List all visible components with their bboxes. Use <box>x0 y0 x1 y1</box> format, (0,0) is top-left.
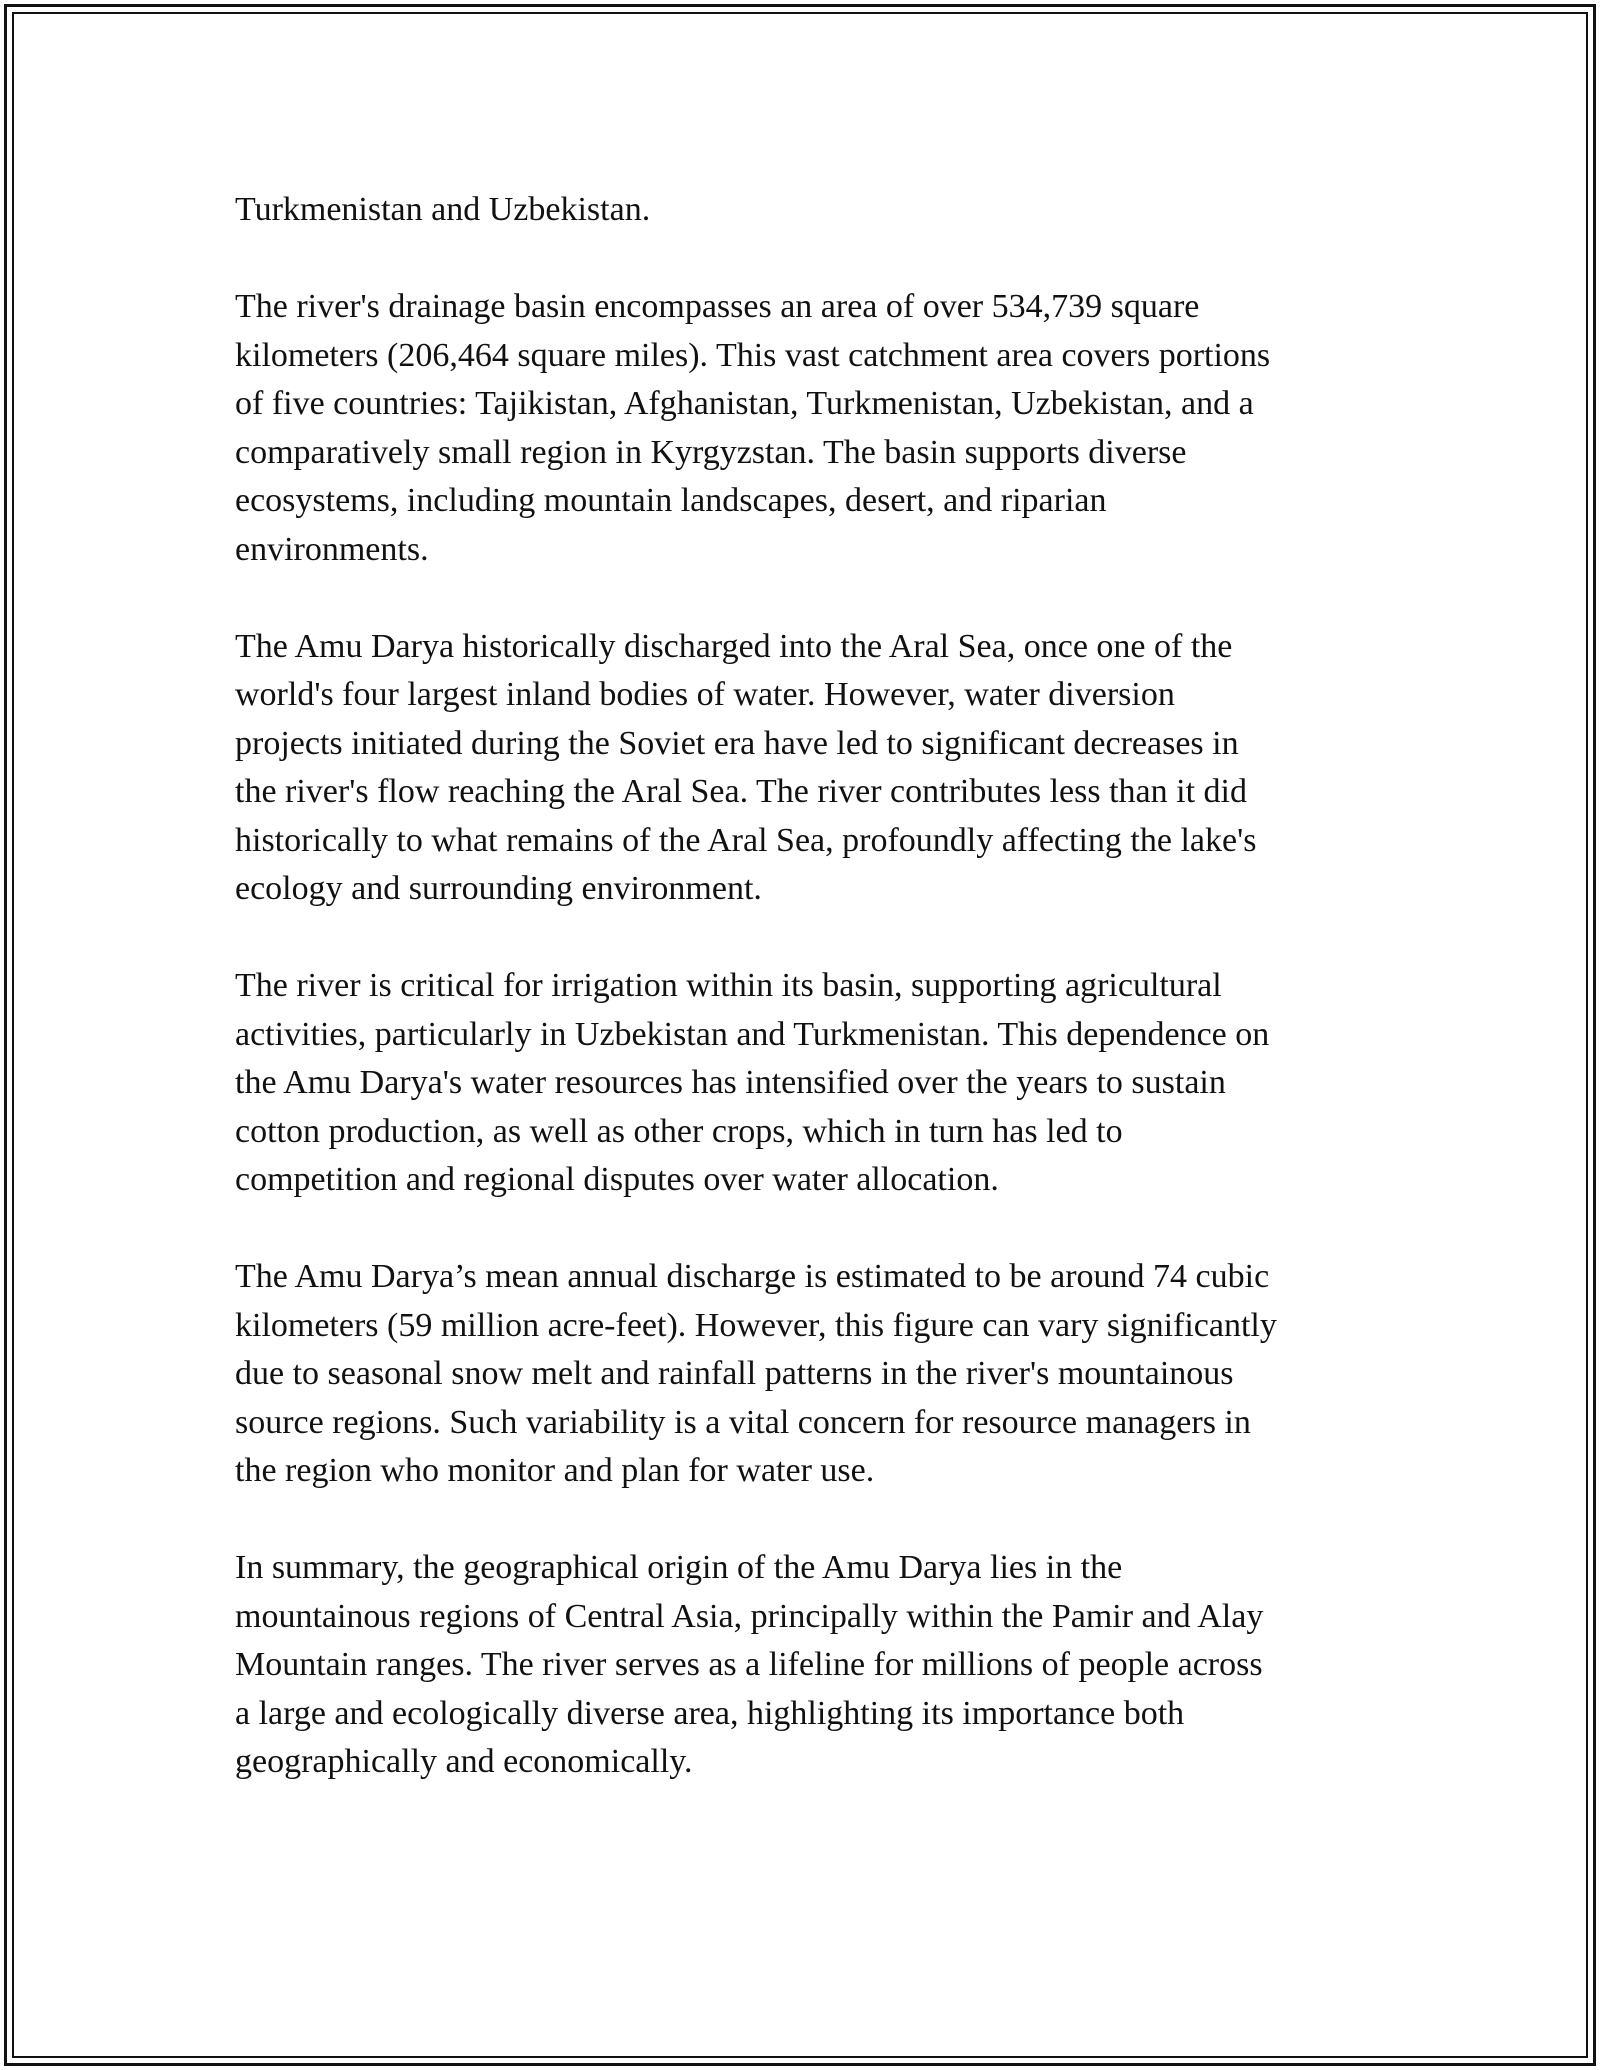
text-line: ecology and surrounding environment. <box>235 870 762 907</box>
text-line: world's four largest inland bodies of water. However, water diversion <box>235 676 1175 713</box>
text-line: cotton production, as well as other crops, which in turn has led to <box>235 1112 1123 1150</box>
text-line: mountainous regions of Central Asia, principally within the Pamir and Alay <box>235 1597 1264 1635</box>
text-line: The river's drainage basin encompasses an area of over 534,739 square <box>235 288 1200 325</box>
text-line: activities, particularly in Uzbekistan and Turkmenistan. This dependence on <box>235 1015 1270 1053</box>
text-line: kilometers (59 million acre-feet). However, this figure can vary significantly <box>235 1306 1277 1344</box>
paragraph-3 <box>235 623 1365 914</box>
text-line: of five countries: Tajikistan, Afghanistan, Turkmenistan, Uzbekistan, and a <box>235 385 1254 422</box>
text-line: the region who monitor and plan for water use. <box>235 1452 875 1489</box>
text-line: a large and ecologically diverse area, highlighting its importance both <box>235 1694 1185 1732</box>
text-line: The river is critical for irrigation within its basin, supporting agricultural <box>235 967 1222 1004</box>
text-line: The Amu Darya’s mean annual discharge is estimated to be around 74 cubic <box>235 1258 1270 1295</box>
text-line: the river's flow reaching the Aral Sea. The river contributes less than it did <box>235 773 1247 810</box>
text-line: historically to what remains of the Aral Sea, profoundly affecting the lake's <box>235 821 1257 859</box>
document-body <box>235 186 1365 1835</box>
paragraph-6 <box>235 1544 1365 1787</box>
text-line: due to seasonal snow melt and rainfall patterns in the river's mountainous <box>235 1355 1234 1392</box>
text-line: competition and regional disputes over water allocation. <box>235 1161 999 1198</box>
text-line: projects initiated during the Soviet era have led to significant decreases in <box>235 724 1239 762</box>
text-line: ecosystems, including mountain landscapes, desert, and riparian <box>235 482 1107 519</box>
text-line: the Amu Darya's water resources has intensified over the years to sustain <box>235 1064 1226 1101</box>
paragraph-2 <box>235 283 1365 574</box>
text-line: Mountain ranges. The river serves as a lifeline for millions of people across <box>235 1646 1263 1683</box>
text-line: environments. <box>235 530 429 568</box>
text-line: comparatively small region in Kyrgyzstan. The basin supports diverse <box>235 433 1187 471</box>
paragraph-5 <box>235 1253 1365 1496</box>
text-line: source regions. Such variability is a vital concern for resource managers in <box>235 1403 1251 1441</box>
text-line: geographically and economically. <box>235 1743 693 1780</box>
text-line: In summary, the geographical origin of the Amu Darya lies in the <box>235 1549 1123 1586</box>
paragraph-4 <box>235 962 1365 1205</box>
paragraph-1 <box>235 186 1365 235</box>
text-line: Turkmenistan and Uzbekistan. <box>235 191 651 228</box>
text-line: kilometers (206,464 square miles). This vast catchment area covers portions <box>235 336 1271 374</box>
text-line: The Amu Darya historically discharged into the Aral Sea, once one of the <box>235 627 1233 665</box>
